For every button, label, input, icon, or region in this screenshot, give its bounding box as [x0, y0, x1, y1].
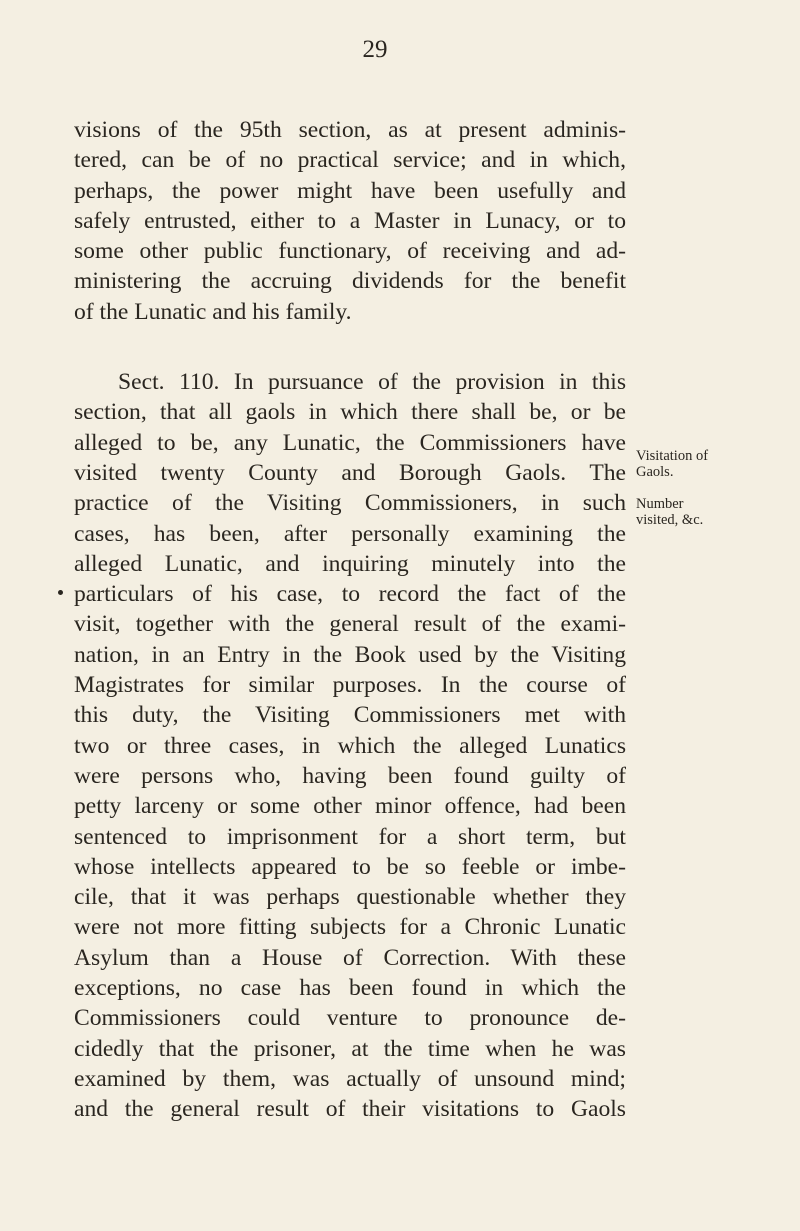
text-line: visions of the 95th section, as at present adminis- — [74, 117, 626, 143]
text-line: this duty, the Visiting Commissioners met with — [74, 702, 626, 729]
text-line: cases, has been, after personally examining the — [74, 520, 626, 547]
paragraph-2 — [74, 367, 626, 1124]
text-line: some other public functionary, of receiving and ad- — [74, 238, 626, 265]
text-line: particulars of his case, to record the fact of the — [74, 581, 626, 608]
stray-mark — [58, 590, 63, 595]
text-line: of the Lunatic and his family. — [74, 298, 352, 325]
text-line: whose intellects appeared to be so feeble or imbe- — [74, 853, 626, 880]
text-line: nation, in an Entry in the Book used by the Visiting — [74, 641, 626, 668]
text-line: ministering the accruing dividends for the benefit — [74, 268, 626, 295]
text-line: exceptions, no case has been found in which the — [74, 975, 626, 1002]
text-line: examined by them, was actually of unsound mind; — [74, 1065, 626, 1092]
text-line: Asylum than a House of Correction. With these — [74, 944, 626, 971]
text-line: sentenced to imprisonment for a short term, but — [74, 823, 626, 850]
text-line: perhaps, the power might have been usefully and — [74, 177, 626, 204]
paragraph-1 — [74, 115, 626, 327]
text-line: section, that all gaols in which there shall be, or be — [74, 399, 626, 426]
margin-notes — [636, 448, 796, 544]
text-line: visit, together with the general result of the exami- — [74, 611, 626, 638]
text-line: alleged Lunatic, and inquiring minutely into the — [74, 550, 626, 577]
text-line: and the general result of their visitations to Gaols — [74, 1096, 626, 1123]
margin-note-line: Number — [636, 496, 684, 512]
text-line: petty larceny or some other minor offence, had been — [74, 793, 626, 820]
text-line: cile, that it was perhaps questionable whether they — [74, 884, 626, 911]
text-line: Magistrates for similar purposes. In the course of — [74, 672, 626, 699]
text-line: practice of the Visiting Commissioners, in such — [74, 490, 626, 517]
margin-note-line: visited, &c. — [636, 512, 704, 528]
text-line: visited twenty County and Borough Gaols. The — [74, 459, 626, 486]
text-line: were not more fitting subjects for a Chronic Lunatic — [74, 914, 626, 941]
margin-note-line: Visitation of — [636, 448, 709, 464]
page-number: 29 — [362, 36, 388, 63]
text-line: Sect. 110. In pursuance of the provision in this — [118, 369, 626, 396]
text-line: alleged to be, any Lunatic, the Commissioners have — [74, 429, 626, 456]
margin-note-number — [636, 496, 796, 528]
margin-note-visitation — [636, 448, 796, 480]
text-line: were persons who, having been found guilty of — [74, 762, 626, 789]
margin-note-line: Gaols. — [636, 464, 674, 480]
body-text — [74, 115, 626, 1125]
text-line: safely entrusted, either to a Master in Lunacy, or to — [74, 207, 626, 234]
text-line: two or three cases, in which the alleged Lunatics — [74, 732, 626, 759]
text-line: cidedly that the prisoner, at the time when he was — [74, 1035, 626, 1062]
text-line: Commissioners could venture to pronounce de- — [74, 1005, 626, 1032]
text-line: tered, can be of no practical service; and in which, — [74, 147, 626, 174]
